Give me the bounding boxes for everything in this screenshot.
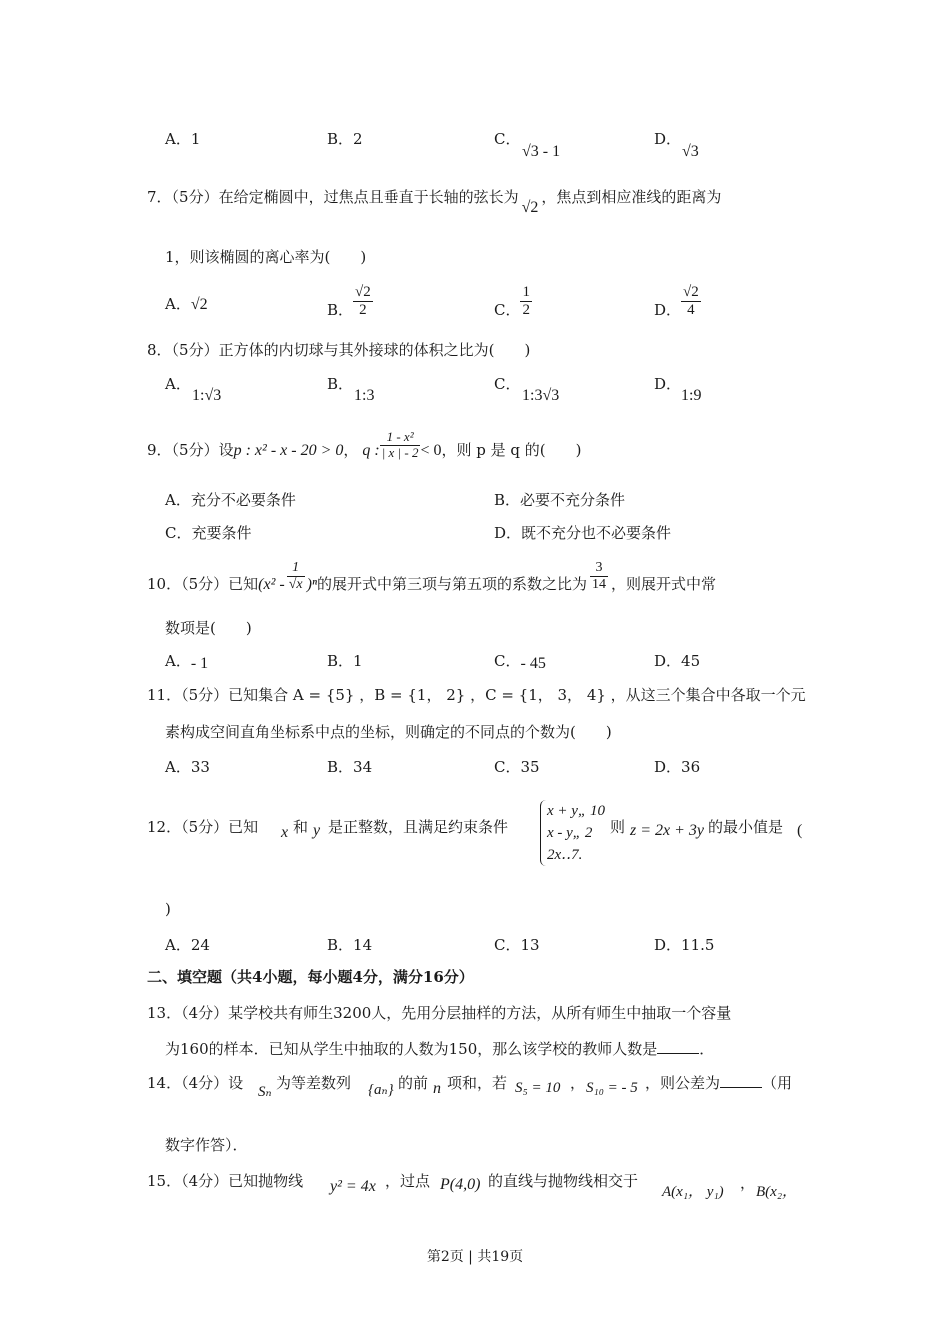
q14-n: n [433, 1080, 441, 1097]
q10-option-a: A．- 1 [165, 652, 209, 672]
q15-comma: ， [740, 1174, 756, 1192]
q6-option-c-math: √3 - 1 [522, 143, 561, 160]
q7-option-b: B． $\frac{√2}{2}$ [327, 284, 371, 319]
q12-option-d: D．11.5 [654, 936, 715, 954]
q14-t2: 的前 [398, 1074, 429, 1092]
q14-t3: 项和，若 [447, 1074, 508, 1092]
q11-option-c: C．35 [494, 758, 540, 776]
q11-stem-line2: 素构成空间直角坐标系中点的坐标，则确定的不同点的个数为( ) [165, 723, 612, 741]
q8-option-d-math: 1:9 [681, 387, 702, 404]
q12-var-y: y [313, 822, 321, 839]
q14-answer-blank[interactable] [720, 1073, 762, 1088]
q15-parabola: y² = 4x [330, 1178, 376, 1195]
q12-objective: z = 2x + 3y [630, 822, 705, 839]
q11-stem-line1: 11．（5分）已知集合 A = {5} ，B = {1， 2} ，C = {1， 3， 4} ，从这三个集合中各取一个元 [147, 686, 806, 704]
q8-option-a-math: 1:√3 [192, 387, 222, 404]
q12-var-x: x [281, 824, 289, 841]
q14-sn: Sₙ [258, 1084, 272, 1100]
q14-s5: S₅ = 10 [515, 1080, 561, 1096]
q6-option-c-label: C． [494, 130, 521, 148]
q10-stem-line2: 数项是( ) [165, 619, 252, 637]
q10-option-d: D．45 [654, 652, 701, 670]
q12-constraints: x + y„ 10 x - y„ 2 2x‥7. [540, 800, 605, 866]
q6-option-a: A．1 [165, 130, 201, 148]
q6-option-d-math: √3 [682, 143, 699, 160]
q9-option-a: A．充分不必要条件 [165, 491, 296, 509]
q8-option-d-label: D． [654, 375, 682, 393]
q11-option-b: B．34 [327, 758, 373, 776]
q14-comma: ， [570, 1074, 586, 1092]
q10-option-b: B．1 [327, 652, 363, 670]
q8-stem: 8．（5分）正方体的内切球与其外接球的体积之比为( ) [147, 341, 531, 359]
q8-option-b-label: B． [327, 375, 354, 393]
q14-s10: S₁₀ = - 5 [586, 1080, 638, 1096]
q12-stem-post: 的最小值是 [708, 818, 784, 836]
q8-option-b-math: 1:3 [354, 387, 375, 404]
q7-option-d: D． $\frac{√2}{4}$ [654, 284, 699, 319]
q13-stem-line2: 为160的样本．已知从学生中抽取的人数为150，那么该学校的教师人数是 ． [165, 1040, 715, 1058]
q14-t1: 为等差数列 [276, 1074, 352, 1092]
q15-stem-pre: 15．（4分）已知抛物线 [147, 1172, 304, 1190]
q11-option-a: A．33 [165, 758, 210, 776]
q15-t1: ，过点 [385, 1172, 431, 1190]
q12-stem-pre: 12．（5分）已知 [147, 818, 259, 836]
q12-paren-close: ) [165, 900, 171, 918]
q7-stem-line2: 1，则该椭圆的离心率为( ) [165, 248, 367, 266]
q13-stem-line1: 13．（4分）某学校共有师生3200人，先用分层抽样的方法，从所有师生中抽取一个容量 [147, 1004, 732, 1022]
q15-point-b: B(x₂， [756, 1184, 798, 1200]
q12-option-c: C．13 [494, 936, 540, 954]
q8-option-a-label: A． [165, 375, 191, 393]
q15-t2: 的直线与抛物线相交于 [488, 1172, 639, 1190]
q10-stem-line1: 10．（5分）已知(x² - $\frac{1}{√x}$ )ⁿ的展开式中第三项与第五项的系数之比为 $\frac{3}{14}$ ，则展开式中常 [147, 560, 717, 593]
q9-option-c: C．充要条件 [165, 524, 252, 542]
q12-then: 则 [610, 818, 626, 836]
page-footer: 第2页 | 共19页 [426, 1249, 524, 1265]
q12-option-b: B．14 [327, 936, 373, 954]
section-heading-fill-in: 二、填空题（共4小题，每小题4分，满分16分） [147, 968, 474, 986]
q8-option-c-math: 1:3√3 [522, 387, 560, 404]
q13-answer-blank[interactable] [657, 1039, 699, 1054]
q14-an: {aₙ} [368, 1082, 394, 1098]
q14-stem-line2: 数字作答）． [165, 1136, 248, 1154]
q10-option-c: C．- 45 [494, 652, 546, 672]
q8-option-c-label: C． [494, 375, 521, 393]
q15-point: P(4,0) [440, 1176, 481, 1193]
q15-point-a: A(x₁， y₁) [662, 1184, 724, 1200]
q14-stem-pre: 14．（4分）设 [147, 1074, 244, 1092]
q7-option-c: C． $\frac{1}{2}$ [494, 284, 530, 319]
q7-option-a: A．√2 [165, 295, 208, 313]
q12-and: 和 [293, 818, 309, 836]
q7-stem-line1: 7．（5分）在给定椭圆中，过焦点且垂直于长轴的弦长为√2，焦点到相应准线的距离为 [147, 188, 722, 216]
q14-t4: ，则公差为 （用 [645, 1074, 793, 1092]
q9-stem: 9．（5分）设p : x² - x - 20 > 0， q : $\frac{\text{1 - x²}}{| x | - 2}$ < 0，则 p 是 q 的( ) [147, 429, 582, 460]
q9-option-b: B．必要不充分条件 [494, 491, 626, 509]
q6-option-d-label: D． [654, 130, 682, 148]
q12-paren-open: ( [797, 822, 803, 839]
q12-option-a: A．24 [165, 936, 210, 954]
q6-option-b: B．2 [327, 130, 363, 148]
q12-stem-mid: 是正整数，且满足约束条件 [328, 818, 509, 836]
q9-option-d: D．既不充分也不必要条件 [494, 524, 672, 542]
q11-option-d: D．36 [654, 758, 701, 776]
